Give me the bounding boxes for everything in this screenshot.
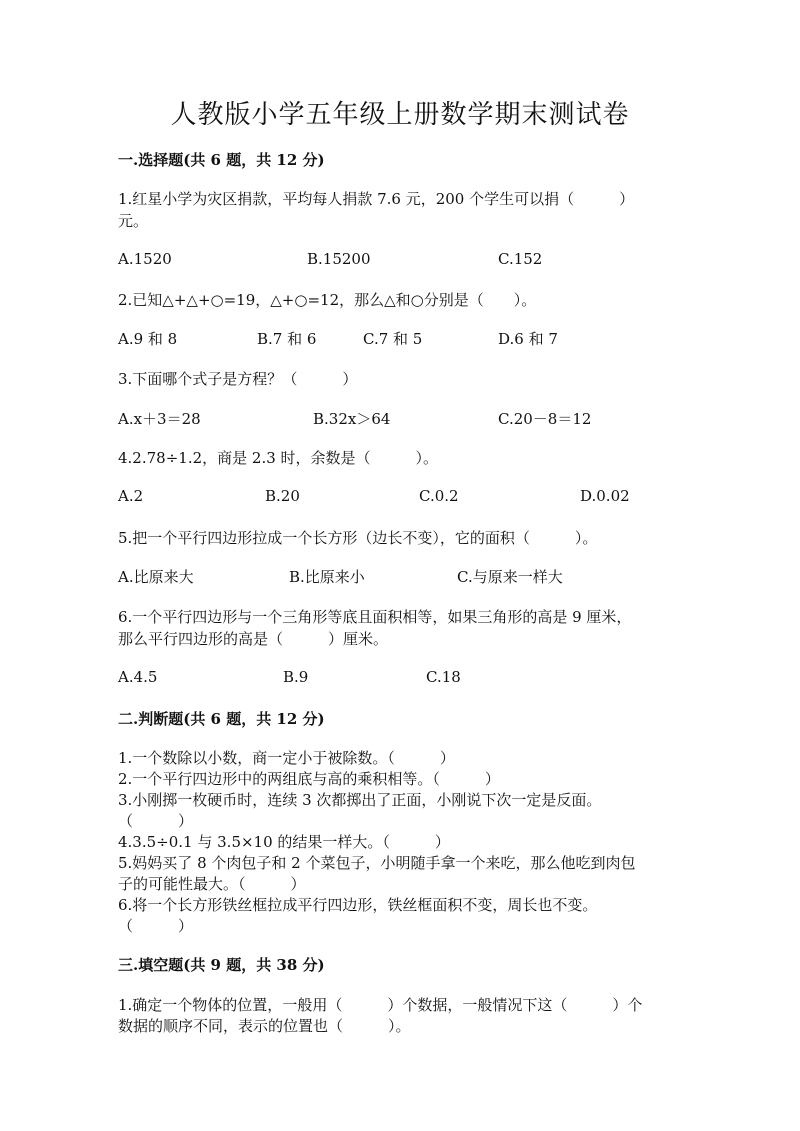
statement-line: 子的可能性最大。（ ） [118,875,306,893]
statement-line: （ ） [118,812,194,830]
statement-line: 6.将一个长方形铁丝框拉成平行四边形，铁丝框面积不变，周长也不变。 [118,896,598,914]
answer-option: D.6 和 7 [498,330,558,348]
answer-option: B.20 [265,487,300,505]
answer-option: A.x＋3＝28 [118,410,201,428]
statement-line: （ ） [118,917,194,935]
answer-option: B.9 [283,668,309,686]
answer-option: A.4.5 [118,668,158,686]
section-heading-choice: 一.选择题(共 6 题，共 12 分) [118,151,325,169]
answer-option: A.1520 [118,250,172,268]
answer-option: B.32x＞64 [313,410,391,428]
answer-option: A.比原来大 [118,568,194,586]
answer-option: C.0.2 [419,487,459,505]
answer-option: C.7 和 5 [363,330,423,348]
question-text: 1.红星小学为灾区捐款，平均每人捐款 7.6 元，200 个学生可以捐（ ） [118,190,635,208]
question-text: 6.一个平行四边形与一个三角形等底且面积相等，如果三角形的高是 9 厘米， [118,608,632,626]
statement-line: 5.妈妈买了 8 个肉包子和 2 个菜包子，小明随手拿一个来吃，那么他吃到肉包 [118,854,636,872]
question-text: 4.2.78÷1.2，商是 2.3 时，余数是（ ）。 [118,449,439,467]
answer-option: B.比原来小 [289,568,365,586]
question-text: 3.下面哪个式子是方程？（ ） [118,370,358,388]
question-text: 1.确定一个物体的位置，一般用（ ）个数据，一般情况下这（ ）个 [118,996,643,1014]
question-text: 数据的顺序不同，表示的位置也（ ）。 [118,1017,411,1035]
question-text: 5.把一个平行四边形拉成一个长方形（边长不变），它的面积（ ）。 [118,529,598,547]
question-text: 元。 [118,212,149,230]
answer-option: C.20－8＝12 [498,410,592,428]
statement-line: 4.3.5÷0.1 与 3.5×10 的结果一样大。（ ） [118,833,450,851]
answer-option: C.18 [426,668,461,686]
question-text: 那么平行四边形的高是（ ）厘米。 [118,630,389,648]
question-text: 2.已知△+△+○=19，△+○=12，那么△和○分别是（ ）。 [118,291,537,309]
page-title: 人教版小学五年级上册数学期末测试卷 [170,100,630,130]
answer-option: C.152 [498,250,543,268]
statement-line: 3.小刚掷一枚硬币时，连续 3 次都掷出了正面，小刚说下次一定是反面。 [118,791,602,809]
section-heading-fill-in: 三.填空题(共 9 题，共 38 分) [118,956,325,974]
answer-option: B.7 和 6 [257,330,317,348]
answer-option: D.0.02 [580,487,630,505]
answer-option: A.2 [118,487,144,505]
answer-option: A.9 和 8 [118,330,178,348]
section-heading-judgment: 二.判断题(共 6 题，共 12 分) [118,710,325,728]
statement-line: 1.一个数除以小数，商一定小于被除数。（ ） [118,749,455,767]
answer-option: C.与原来一样大 [457,568,563,586]
answer-option: B.15200 [307,250,371,268]
statement-line: 2.一个平行四边形中的两组底与高的乘积相等。（ ） [118,770,500,788]
